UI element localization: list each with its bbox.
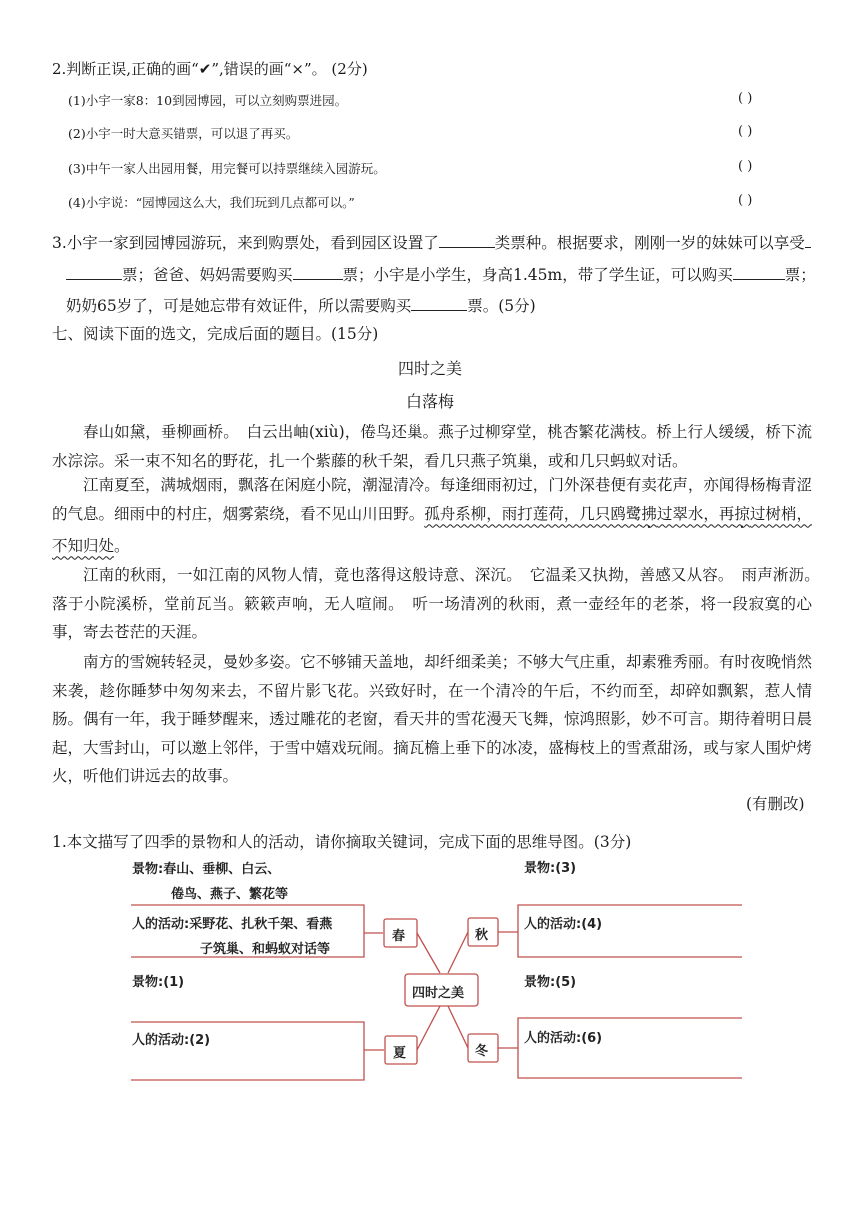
mm-winter: 冬	[475, 1044, 489, 1059]
summer-underline-part-3: 过树梢，不知归处	[52, 504, 812, 555]
mm-autumn-activity[interactable]: 人的活动:(4)	[524, 917, 603, 932]
article-paragraph-autumn: 江南的秋雨，一如江南的风物人情，竟也落得这般诗意、深沉。 它温柔又执拗，善感又从容。 雨声淅沥。 落于小院溪桥，堂前瓦当。簌簌声响，无人喧闹。 听一场清冽的秋雨，煮一壶经年的老茶，将一段寂寞的心事，寄去苍茫的天涯。	[52, 566, 828, 641]
mm-summer: 夏	[393, 1046, 407, 1061]
mm-summer-scene[interactable]: 景物:(1)	[132, 975, 185, 990]
q2-answer-paren-4[interactable]: ( )	[738, 193, 753, 208]
summer-underline-part-1: 孤舟系柳，雨打莲荷，几只鸥鹭	[424, 504, 642, 523]
q3-text-3a: 奶奶65岁了，可是她忘带有效证件，所以需要购买	[66, 297, 412, 315]
article-paragraph-spring: 春山如黛，垂柳画桥。 白云出岫(xiù)，倦鸟还巢。燕子过柳穿堂，桃杏繁花满枝。桥上行人缓缓，桥下流水淙淙。采一束不知名的野花，扎一个紫藤的秋千架，看几只燕子筑巢，或和几只蚂蚁对话。	[52, 423, 812, 470]
q2-title: 2.判断正误,正确的画“✔”,错误的画“×”。 (2分)	[52, 60, 368, 78]
q3-text-1a: 3.小宇一家到园博园游玩，来到购票处，看到园区设置了	[52, 234, 439, 252]
section-7-title: 七、阅读下面的选文，完成后面的题目。(15分)	[52, 325, 379, 343]
q2-answer-paren-1[interactable]: ( )	[738, 91, 753, 106]
q2-answer-paren-3[interactable]: ( )	[738, 159, 753, 174]
article-note: (有删改)	[746, 795, 805, 813]
q3-text-2c: 票；	[784, 266, 816, 284]
summer-text: 江南夏至，满城烟雨，飘落在闲庭小院，潮湿清冷。每逢细雨初过，门外深巷便有卖花声，亦闻得杨梅青涩的气息。细雨中的村庄，烟雾萦绕，看不见山川田野。	[52, 476, 812, 523]
q1-title: 1.本文描写了四季的景物和人的活动，请你摘取关键词，完成下面的思维导图。(3分)	[52, 833, 632, 851]
dotted-char-fu: 拂	[641, 504, 657, 523]
mm-spring-activity-line-1: 人的活动:采野花、扎秋千架、看燕	[132, 917, 333, 932]
q2-item-3: (3)中午一家人出园用餐，用完餐可以持票继续入园游玩。	[68, 161, 386, 176]
mm-center: 四时之美	[412, 986, 465, 1001]
mm-winter-scene[interactable]: 景物:(5)	[524, 975, 577, 990]
mm-autumn: 秋	[475, 928, 489, 943]
q2-answer-paren-2[interactable]: ( )	[738, 124, 753, 139]
mm-winter-activity[interactable]: 人的活动:(6)	[524, 1031, 603, 1046]
q2-item-1: (1)小宇一家8：10到园博园，可以立刻购票进园。	[68, 93, 348, 108]
article-author: 白落梅	[405, 392, 454, 411]
mm-spring-scene-line-1: 景物:春山、垂柳、白云、	[132, 862, 281, 877]
q2-item-2: (2)小宇一时大意买错票，可以退了再买。	[68, 126, 299, 141]
mm-spring: 春	[392, 929, 406, 944]
mm-autumn-scene[interactable]: 景物:(3)	[524, 861, 577, 876]
article-title: 四时之美	[397, 359, 462, 378]
q3-text-2a: 票；爸爸、妈妈需要购买	[122, 266, 293, 284]
summer-underline-part-2: 过翠水，再	[656, 504, 735, 523]
mm-spring-scene-line-2: 倦鸟、燕子、繁花等	[171, 887, 289, 902]
mm-spring-activity-line-2: 子筑巢、和蚂蚁对话等	[200, 942, 331, 957]
summer-end-punct: 。	[114, 536, 130, 555]
mm-summer-activity[interactable]: 人的活动:(2)	[132, 1033, 211, 1048]
q3-text-1b: 类票种。根据要求，刚刚一岁的妹妹可以享受	[494, 234, 805, 252]
dotted-char-lue: 掠	[734, 504, 750, 523]
q3-text-2b: 票；小宇是小学生，身高1.45m，带了学生证，可以购买	[342, 266, 733, 284]
q2-item-4: (4)小宇说：“园博园这么大，我们玩到几点都可以。”	[68, 195, 355, 210]
q3-text-3b: 票。(5分)	[467, 297, 536, 315]
article-paragraph-winter: 南方的雪婉转轻灵，曼妙多姿。它不够铺天盖地，却纤细柔美；不够大气庄重，却素雅秀丽。有时夜晚悄然来袭，趁你睡梦中匆匆来去，不留片影飞花。兴致好时，在一个清冷的午后，不约而至，却碎如飘絮，惹人情肠。偶有一年，我于睡梦醒来，透过雕花的老窗，看天井的雪花漫天飞舞，惊鸿照影，妙不可言。期待着明日晨起，大雪封山，可以邀上邻伴，于雪中嬉戏玩闹。摘瓦檐上垂下的冰凌，盛梅枝上的雪煮甜汤，或与家人围炉烤火，听他们讲远去的故事。	[52, 653, 812, 785]
